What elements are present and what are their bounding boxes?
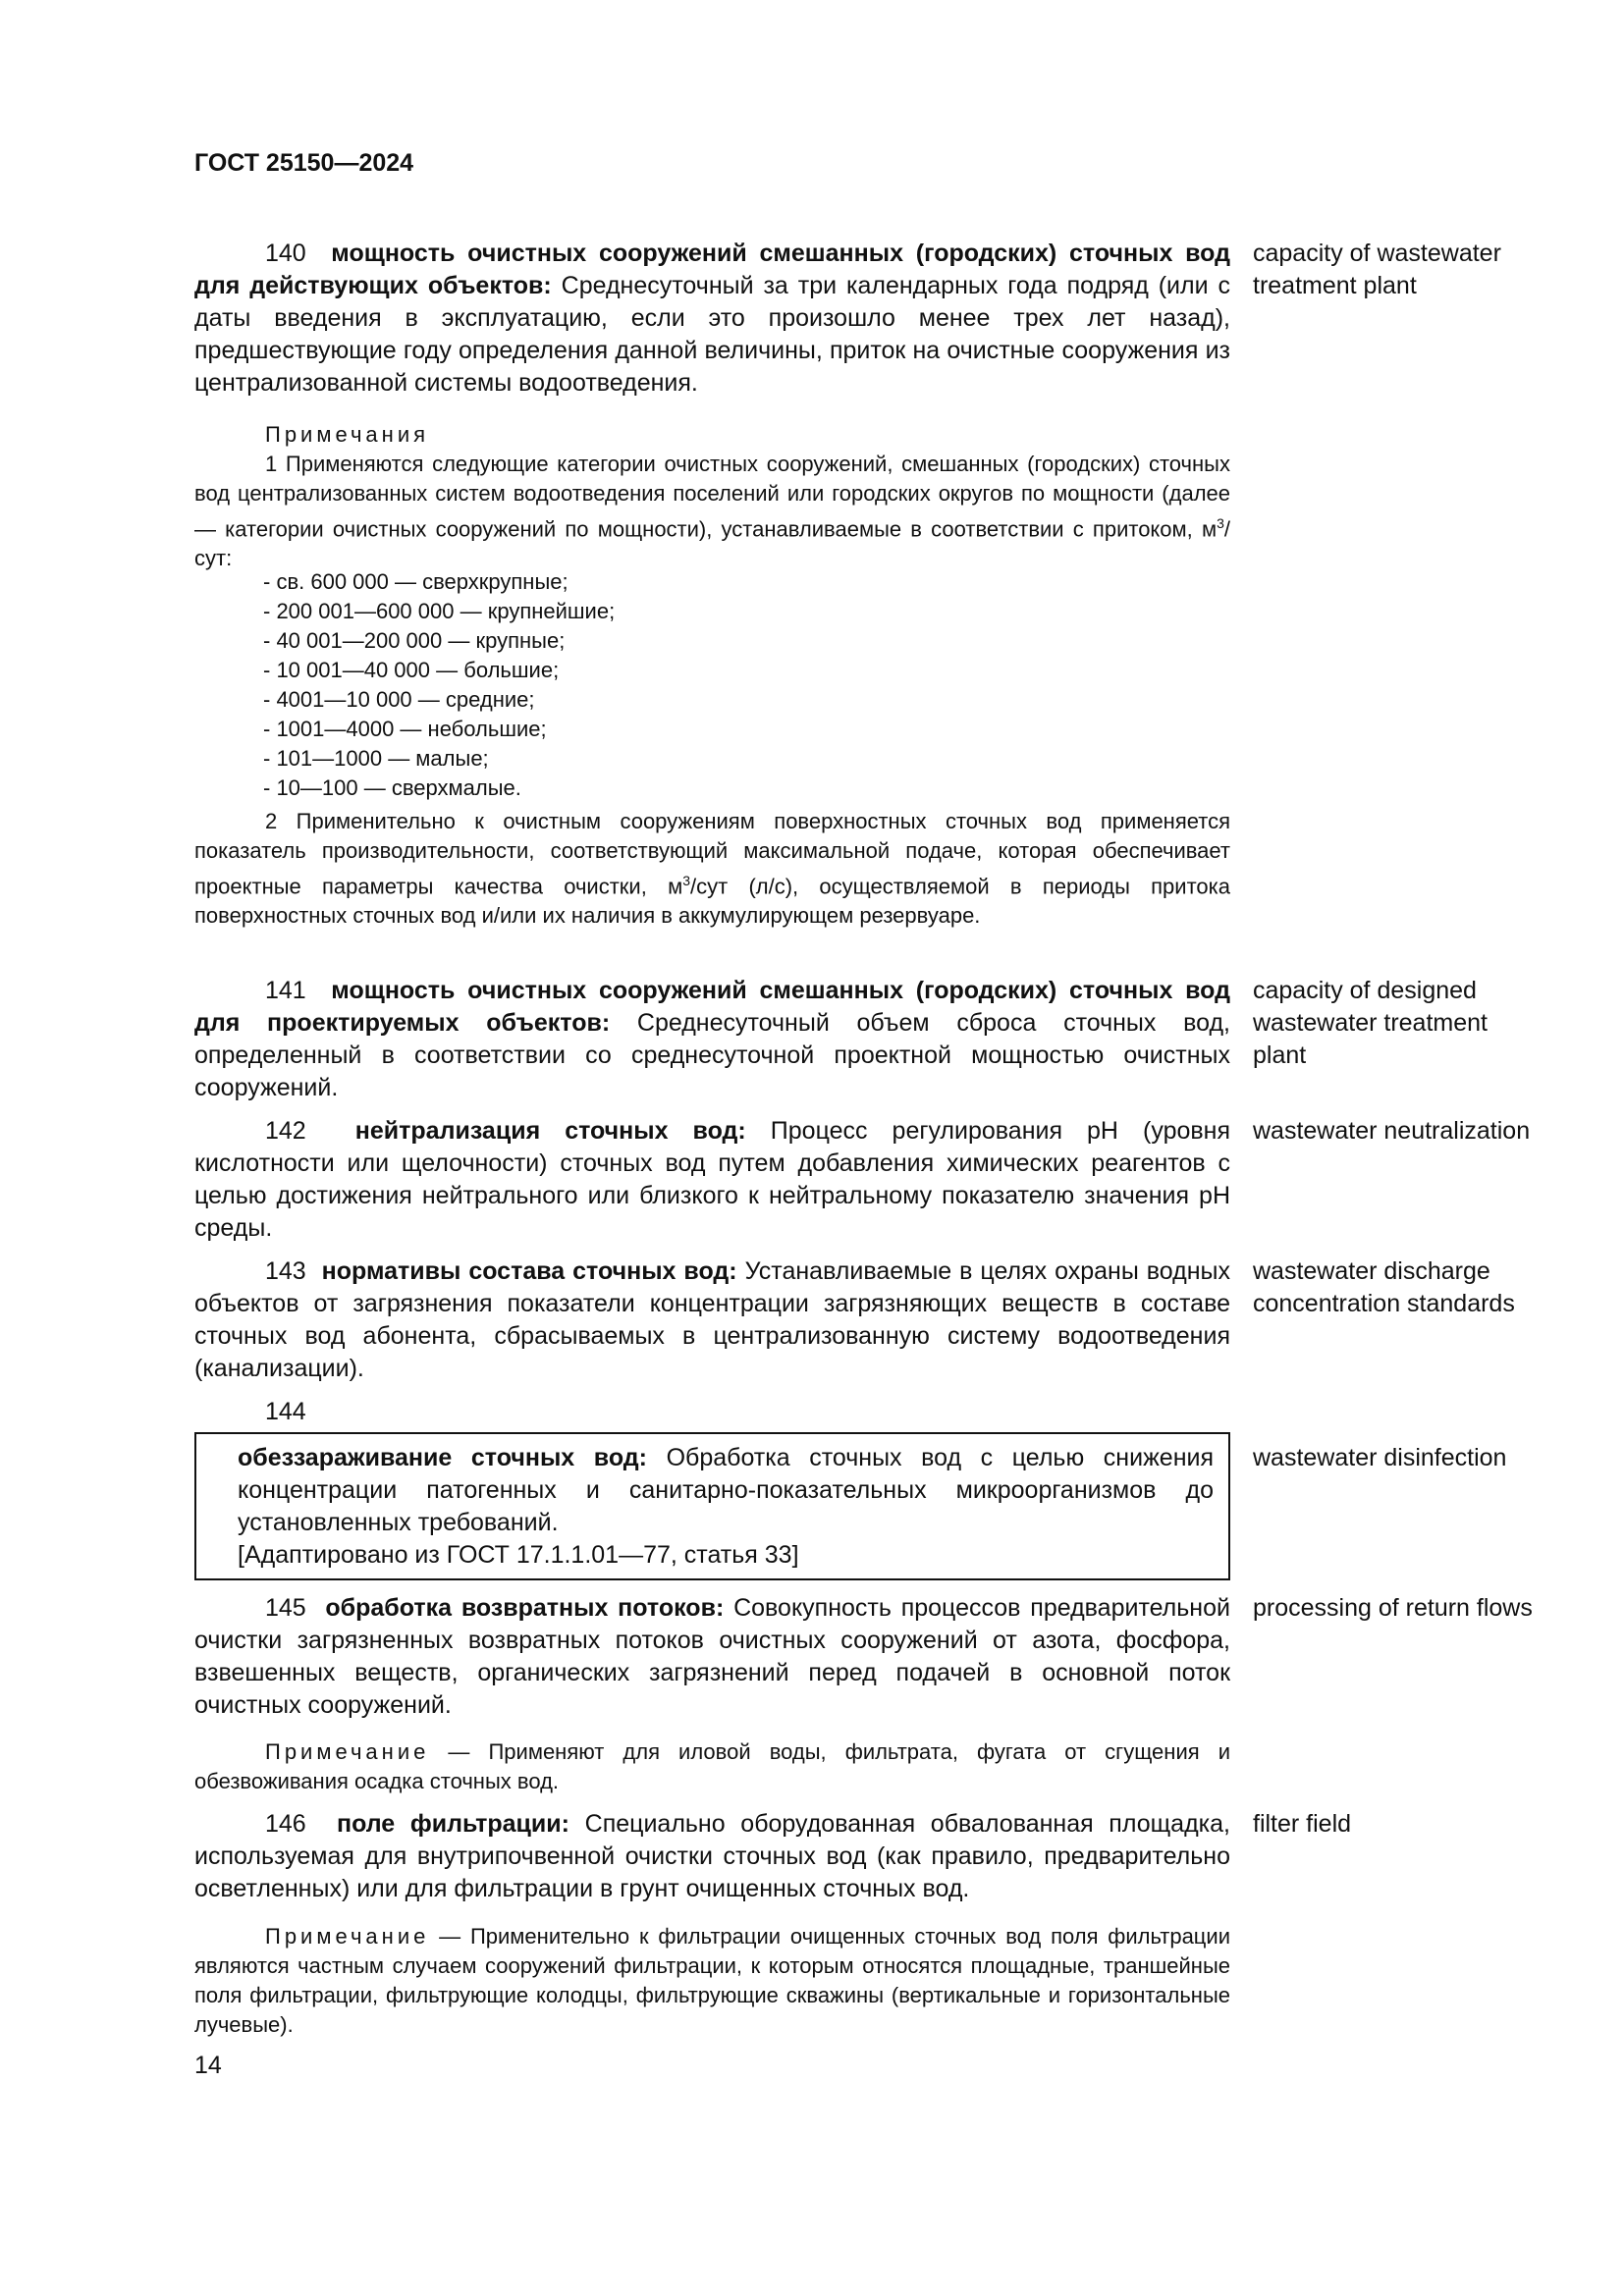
notes-heading: Примечания: [265, 422, 430, 447]
term-entry-144: [238, 1442, 1214, 1572]
term-number: 145: [265, 1594, 306, 1622]
term-number: 143: [265, 1257, 306, 1285]
english-term-143: wastewater discharge concentration standards: [1253, 1257, 1515, 1317]
notes-block-140: [194, 420, 1230, 573]
term-definition: Специально оборудованная обвалованная площадка, используемая для внутрипочвенной очистки сточных вод (как правило, предварительно осветленных) или для фильтрации в грунт очищенных сточных вод.: [194, 1810, 1230, 1902]
term-title: обработка возвратных потоков:: [325, 1594, 725, 1622]
term-entry-141: [194, 975, 1230, 1104]
term-title: нормативы состава сточных вод:: [321, 1257, 737, 1285]
term-definition: Среднесуточный за три календарных года подряд (или с даты введения в эксплуатацию, если это произошло менее трех лет назад), предшествующие году определения данной величины, приток на очистные сооружения из централизованной системы водоотведения.: [194, 272, 1230, 397]
english-term-145: processing of return flows: [1253, 1594, 1533, 1622]
list-item: - 10—100 — сверхмалые.: [263, 775, 521, 800]
term-title: нейтрализация сточных вод:: [354, 1117, 746, 1145]
english-term-140: capacity of wastewater treatment plant: [1253, 240, 1501, 299]
capacity-category-list: [263, 567, 1147, 803]
term-definition: Устанавливаемые в целях охраны водных объектов от загрязнения показатели концентрации загрязняющих веществ в составе сточных вод абонента, сбрасываемых в централизованную систему водоотведения (канализации).: [194, 1257, 1230, 1382]
term-title: мощность очистных сооружений смешанных (городских) сточных вод для проектируемых объектов:: [194, 977, 1230, 1037]
list-item: - 10 001—40 000 — большие;: [263, 658, 560, 682]
term-entry-143: [194, 1255, 1230, 1385]
term-number: 141: [265, 977, 306, 1004]
term-entry-146: [194, 1808, 1230, 1905]
term-entry-142: [194, 1115, 1230, 1245]
page-number: 14: [194, 2052, 222, 2079]
term-title: поле фильтрации:: [337, 1810, 569, 1838]
term-title: мощность очистных сооружений смешанных (городских) сточных вод для действующих объектов:: [194, 240, 1230, 299]
term-definition: Процесс регулирования pH (уровня кислотности или щелочности) сточных вод путем добавления химических реагентов с целью достижения нейтрального или близкого к нейтральному показателю значения pH среды.: [194, 1117, 1230, 1242]
term-number: 140: [265, 240, 306, 267]
document-header: ГОСТ 25150—2024: [194, 149, 414, 177]
note-1: 1 Применяются следующие категории очистных сооружений, смешанных (городских) сточных вод централизованных систем водоотведения поселений или городских округов по мощности (далее — категории очистных сооружений по мощности), устанавливаемые в соответствии с притоком, $м^3$/сут:: [194, 452, 1230, 571]
list-item: - 101—1000 — малые;: [263, 746, 489, 771]
term-number: 142: [265, 1117, 306, 1145]
term-number: 146: [265, 1810, 306, 1838]
note-146: Примечание — Применительно к фильтрации очищенных сточных вод поля фильтрации являются частным случаем сооружений фильтрации, к которым относятся площадные, траншейные поля фильтрации, фильтрующие колодцы, фильтрующие скважины (вертикальные и горизонтальные лучевые).: [194, 1924, 1230, 2037]
term-definition: Среднесуточный объем сброса сточных вод, определенный в соответствии со среднесуточной проектной мощностью очистных сооружений.: [194, 1009, 1230, 1101]
list-item: - 4001—10 000 — средние;: [263, 687, 535, 712]
list-item: - св. 600 000 — сверхкрупные;: [263, 569, 568, 594]
term-definition: Совокупность процессов предварительной очистки загрязненных возвратных потоков очистных сооружений от азота, фосфора, взвешенных веществ, органических загрязнений перед подачей в основной поток очистных сооружений.: [194, 1594, 1230, 1719]
english-term-142: wastewater neutralization: [1253, 1117, 1531, 1145]
term-number-144: 144: [265, 1398, 306, 1425]
term-source: [Адаптировано из ГОСТ 17.1.1.01—77, статья 33]: [238, 1541, 799, 1569]
term-entry-145: [194, 1592, 1230, 1722]
list-item: - 200 001—600 000 — крупнейшие;: [263, 599, 616, 623]
note-2: 2 Применительно к очистным сооружениям поверхностных сточных вод применяется показатель производительности, соответствующий максимальной подаче, которая обеспечивает проектные параметры качества очистки, $м^3$/сут (л/с), осуществляемой в периоды притока поверхностных сточных вод и/или их наличия в аккумулирующем резервуаре.: [194, 809, 1230, 929]
term-title: обеззараживание сточных вод:: [238, 1444, 647, 1471]
english-term-146: filter field: [1253, 1810, 1352, 1838]
list-item: - 40 001—200 000 — крупные;: [263, 628, 566, 653]
list-item: - 1001—4000 — небольшие;: [263, 717, 547, 741]
english-term-141: capacity of designed wastewater treatment plant: [1253, 977, 1488, 1069]
term-definition: Обработка сточных вод с целью снижения концентрации патогенных и санитарно-показательных микроорганизмов до установленных требований.: [238, 1444, 1214, 1536]
note-145: Примечание — Применяют для иловой воды, фильтрата, фугата от сгущения и обезвоживания осадка сточных вод.: [194, 1739, 1230, 1793]
english-term-144: wastewater disinfection: [1253, 1444, 1507, 1471]
term-entry-140: [194, 238, 1230, 400]
